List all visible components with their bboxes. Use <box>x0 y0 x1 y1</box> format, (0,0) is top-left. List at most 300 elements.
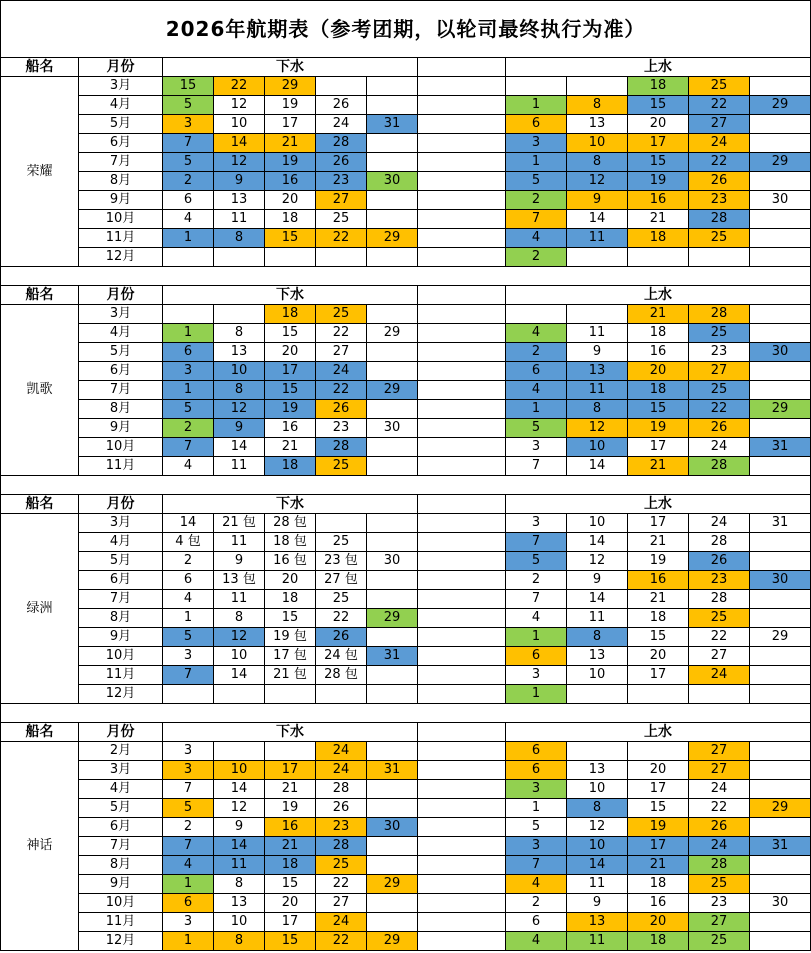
upstream-date <box>750 590 811 609</box>
divider-cell <box>418 647 506 666</box>
table-row <box>1 381 811 400</box>
downstream-date: 22 <box>316 381 367 400</box>
downstream-header: 下水 <box>163 286 418 305</box>
table-row <box>1 647 811 666</box>
upstream-date: 9 <box>567 343 628 362</box>
month-label: 4月 <box>79 324 163 343</box>
downstream-date: 10 <box>214 761 265 780</box>
month-header: 月份 <box>79 723 163 742</box>
section-header-row <box>1 58 811 77</box>
downstream-date: 27 <box>316 343 367 362</box>
downstream-header: 下水 <box>163 58 418 77</box>
upstream-date: 22 <box>689 96 750 115</box>
upstream-date: 18 <box>628 932 689 951</box>
downstream-date: 9 <box>214 419 265 438</box>
upstream-date <box>567 742 628 761</box>
month-label: 7月 <box>79 381 163 400</box>
table-row <box>1 818 811 837</box>
upstream-date: 23 <box>689 343 750 362</box>
downstream-date: 18 <box>265 305 316 324</box>
upstream-date: 15 <box>628 628 689 647</box>
upstream-date: 2 <box>506 571 567 590</box>
upstream-date: 30 <box>750 894 811 913</box>
downstream-date: 4 <box>163 590 214 609</box>
upstream-date: 7 <box>506 210 567 229</box>
downstream-date: 1 <box>163 381 214 400</box>
month-label: 12月 <box>79 932 163 951</box>
upstream-date <box>689 685 750 704</box>
upstream-date: 10 <box>567 666 628 685</box>
divider-cell <box>418 153 506 172</box>
downstream-date <box>367 343 418 362</box>
upstream-date <box>567 248 628 267</box>
upstream-date: 21 <box>628 533 689 552</box>
divider-cell <box>418 628 506 647</box>
downstream-date <box>163 248 214 267</box>
upstream-date: 22 <box>689 153 750 172</box>
downstream-date <box>367 153 418 172</box>
month-label: 10月 <box>79 647 163 666</box>
upstream-date: 26 <box>689 172 750 191</box>
downstream-date: 1 <box>163 875 214 894</box>
upstream-date: 11 <box>567 324 628 343</box>
upstream-date: 6 <box>506 115 567 134</box>
upstream-date: 17 <box>628 134 689 153</box>
upstream-date: 2 <box>506 343 567 362</box>
downstream-date <box>367 628 418 647</box>
downstream-date: 7 <box>163 134 214 153</box>
table-row <box>1 210 811 229</box>
downstream-date: 5 <box>163 96 214 115</box>
downstream-date: 16 <box>265 818 316 837</box>
upstream-date: 27 <box>689 913 750 932</box>
upstream-date <box>506 77 567 96</box>
upstream-date: 11 <box>567 875 628 894</box>
downstream-date <box>163 305 214 324</box>
downstream-date: 20 <box>265 343 316 362</box>
upstream-date <box>750 210 811 229</box>
spacer-row <box>1 704 811 723</box>
downstream-date: 17 包 <box>265 647 316 666</box>
month-label: 6月 <box>79 362 163 381</box>
upstream-date: 2 <box>506 894 567 913</box>
divider-cell <box>418 438 506 457</box>
downstream-date: 28 <box>316 134 367 153</box>
upstream-date <box>750 818 811 837</box>
upstream-date: 25 <box>689 324 750 343</box>
upstream-date: 27 <box>689 115 750 134</box>
downstream-date: 29 <box>265 77 316 96</box>
upstream-date: 22 <box>689 628 750 647</box>
page-title: 2026年航期表（参考团期，以轮司最终执行为准） <box>1 1 811 58</box>
table-row <box>1 856 811 875</box>
divider-cell <box>418 761 506 780</box>
downstream-date: 20 <box>265 191 316 210</box>
upstream-date: 10 <box>567 134 628 153</box>
downstream-date: 8 <box>214 609 265 628</box>
upstream-date: 26 <box>689 818 750 837</box>
downstream-date: 15 <box>265 381 316 400</box>
divider-cell <box>418 191 506 210</box>
month-label: 12月 <box>79 248 163 267</box>
downstream-date: 14 <box>214 780 265 799</box>
table-row <box>1 419 811 438</box>
month-label: 9月 <box>79 875 163 894</box>
month-label: 11月 <box>79 457 163 476</box>
ship-header: 船名 <box>1 58 79 77</box>
ship-header: 船名 <box>1 723 79 742</box>
downstream-date: 31 <box>367 647 418 666</box>
upstream-date: 24 <box>689 134 750 153</box>
upstream-date <box>750 305 811 324</box>
downstream-date: 27 包 <box>316 571 367 590</box>
spacer-cell <box>1 267 811 286</box>
downstream-date: 13 <box>214 343 265 362</box>
downstream-date <box>367 533 418 552</box>
upstream-date <box>750 134 811 153</box>
downstream-date: 19 <box>265 153 316 172</box>
table-row <box>1 837 811 856</box>
downstream-date: 11 <box>214 457 265 476</box>
month-label: 8月 <box>79 172 163 191</box>
upstream-date: 16 <box>628 343 689 362</box>
upstream-date: 25 <box>689 609 750 628</box>
downstream-date <box>367 685 418 704</box>
downstream-date: 12 <box>214 628 265 647</box>
upstream-date: 13 <box>567 761 628 780</box>
upstream-date: 8 <box>567 400 628 419</box>
downstream-date: 13 <box>214 191 265 210</box>
downstream-date: 2 <box>163 172 214 191</box>
downstream-date <box>367 134 418 153</box>
month-label: 9月 <box>79 628 163 647</box>
upstream-date <box>750 761 811 780</box>
upstream-date: 24 <box>689 780 750 799</box>
upstream-date: 26 <box>689 419 750 438</box>
downstream-date: 19 <box>265 400 316 419</box>
upstream-date: 1 <box>506 628 567 647</box>
downstream-date: 7 <box>163 837 214 856</box>
downstream-date: 27 <box>316 894 367 913</box>
downstream-date: 29 <box>367 381 418 400</box>
downstream-date: 29 <box>367 609 418 628</box>
divider-cell <box>418 172 506 191</box>
month-header: 月份 <box>79 286 163 305</box>
divider-header <box>418 723 506 742</box>
upstream-date: 31 <box>750 837 811 856</box>
downstream-date: 4 <box>163 457 214 476</box>
downstream-date <box>316 514 367 533</box>
downstream-date: 7 <box>163 438 214 457</box>
month-label: 3月 <box>79 305 163 324</box>
table-row <box>1 761 811 780</box>
downstream-date: 23 <box>316 419 367 438</box>
upstream-date: 24 <box>689 514 750 533</box>
upstream-date: 18 <box>628 875 689 894</box>
upstream-date: 1 <box>506 153 567 172</box>
downstream-date: 14 <box>214 837 265 856</box>
upstream-date <box>750 609 811 628</box>
divider-header <box>418 286 506 305</box>
upstream-date: 13 <box>567 913 628 932</box>
downstream-date: 3 <box>163 115 214 134</box>
month-label: 5月 <box>79 552 163 571</box>
divider-cell <box>418 419 506 438</box>
downstream-date: 5 <box>163 628 214 647</box>
upstream-date: 8 <box>567 153 628 172</box>
upstream-date: 4 <box>506 875 567 894</box>
downstream-date: 2 <box>163 419 214 438</box>
upstream-date: 23 <box>689 191 750 210</box>
month-label: 9月 <box>79 419 163 438</box>
upstream-date: 25 <box>689 77 750 96</box>
upstream-date: 19 <box>628 818 689 837</box>
upstream-date: 19 <box>628 552 689 571</box>
downstream-date: 7 <box>163 666 214 685</box>
upstream-date: 1 <box>506 799 567 818</box>
table-row <box>1 533 811 552</box>
downstream-date: 17 <box>265 761 316 780</box>
upstream-date: 17 <box>628 780 689 799</box>
downstream-date: 18 <box>265 590 316 609</box>
upstream-date: 1 <box>506 685 567 704</box>
downstream-date: 15 <box>265 324 316 343</box>
month-label: 4月 <box>79 533 163 552</box>
downstream-date: 25 <box>316 856 367 875</box>
downstream-date <box>214 248 265 267</box>
upstream-date: 22 <box>689 400 750 419</box>
upstream-date: 3 <box>506 666 567 685</box>
table-row <box>1 799 811 818</box>
month-label: 3月 <box>79 761 163 780</box>
upstream-date: 22 <box>689 799 750 818</box>
divider-cell <box>418 666 506 685</box>
downstream-date: 4 <box>163 856 214 875</box>
upstream-date: 21 <box>628 590 689 609</box>
divider-cell <box>418 571 506 590</box>
downstream-date <box>367 913 418 932</box>
downstream-date: 24 <box>316 742 367 761</box>
spacer-row <box>1 267 811 286</box>
table-row <box>1 77 811 96</box>
downstream-date: 29 <box>367 875 418 894</box>
section-header-row <box>1 495 811 514</box>
upstream-date: 28 <box>689 210 750 229</box>
upstream-date <box>567 77 628 96</box>
downstream-date: 5 <box>163 153 214 172</box>
downstream-date: 16 包 <box>265 552 316 571</box>
downstream-date <box>367 590 418 609</box>
month-label: 8月 <box>79 609 163 628</box>
month-label: 5月 <box>79 343 163 362</box>
table-row <box>1 666 811 685</box>
table-row <box>1 134 811 153</box>
downstream-date <box>367 799 418 818</box>
upstream-date: 4 <box>506 609 567 628</box>
upstream-date <box>506 305 567 324</box>
downstream-date: 16 <box>265 172 316 191</box>
downstream-date: 28 <box>316 780 367 799</box>
divider-cell <box>418 742 506 761</box>
upstream-date: 14 <box>567 533 628 552</box>
downstream-date: 10 <box>214 647 265 666</box>
downstream-date: 30 <box>367 818 418 837</box>
upstream-date <box>750 362 811 381</box>
table-row <box>1 153 811 172</box>
downstream-date: 25 <box>316 457 367 476</box>
month-label: 3月 <box>79 77 163 96</box>
table-row <box>1 343 811 362</box>
downstream-date <box>265 248 316 267</box>
month-label: 10月 <box>79 894 163 913</box>
upstream-date: 11 <box>567 609 628 628</box>
ship-name: 绿洲 <box>1 514 79 704</box>
upstream-date: 9 <box>567 191 628 210</box>
downstream-date <box>367 666 418 685</box>
upstream-date <box>750 457 811 476</box>
upstream-date: 3 <box>506 837 567 856</box>
downstream-date: 20 <box>265 894 316 913</box>
month-label: 5月 <box>79 115 163 134</box>
downstream-date: 25 <box>316 305 367 324</box>
downstream-date <box>214 742 265 761</box>
downstream-date: 22 <box>316 875 367 894</box>
divider-cell <box>418 552 506 571</box>
upstream-date: 15 <box>628 96 689 115</box>
downstream-date: 5 <box>163 799 214 818</box>
divider-cell <box>418 894 506 913</box>
upstream-date: 27 <box>689 362 750 381</box>
downstream-date: 21 <box>265 134 316 153</box>
downstream-date: 3 <box>163 742 214 761</box>
upstream-date <box>750 172 811 191</box>
month-label: 4月 <box>79 96 163 115</box>
upstream-date: 11 <box>567 932 628 951</box>
upstream-date: 25 <box>689 932 750 951</box>
downstream-date: 24 包 <box>316 647 367 666</box>
spacer-cell <box>1 704 811 723</box>
upstream-date: 12 <box>567 552 628 571</box>
upstream-date: 30 <box>750 191 811 210</box>
month-label: 11月 <box>79 229 163 248</box>
downstream-date: 3 <box>163 913 214 932</box>
downstream-date: 18 <box>265 856 316 875</box>
upstream-date <box>750 115 811 134</box>
downstream-date: 29 <box>367 932 418 951</box>
table-row <box>1 875 811 894</box>
downstream-date: 1 <box>163 324 214 343</box>
upstream-date: 25 <box>689 229 750 248</box>
upstream-date: 16 <box>628 191 689 210</box>
month-label: 6月 <box>79 571 163 590</box>
upstream-date: 16 <box>628 571 689 590</box>
downstream-date <box>316 248 367 267</box>
downstream-date: 21 包 <box>214 514 265 533</box>
upstream-date: 21 <box>628 305 689 324</box>
downstream-date: 26 <box>316 799 367 818</box>
upstream-date <box>750 324 811 343</box>
downstream-date: 23 包 <box>316 552 367 571</box>
upstream-date: 3 <box>506 514 567 533</box>
downstream-date: 8 <box>214 324 265 343</box>
spacer-row <box>1 476 811 495</box>
downstream-date: 4 <box>163 210 214 229</box>
downstream-date: 14 <box>214 666 265 685</box>
upstream-date <box>750 780 811 799</box>
upstream-header: 上水 <box>506 58 811 77</box>
downstream-date <box>214 305 265 324</box>
upstream-date <box>750 647 811 666</box>
upstream-date: 14 <box>567 856 628 875</box>
divider-cell <box>418 77 506 96</box>
month-label: 10月 <box>79 438 163 457</box>
upstream-date: 24 <box>689 837 750 856</box>
upstream-date <box>628 248 689 267</box>
ship-name: 荣耀 <box>1 77 79 267</box>
upstream-date: 4 <box>506 381 567 400</box>
upstream-date: 12 <box>567 818 628 837</box>
upstream-date <box>750 875 811 894</box>
downstream-date: 1 <box>163 229 214 248</box>
table-row <box>1 742 811 761</box>
upstream-date: 24 <box>689 438 750 457</box>
downstream-date: 26 <box>316 153 367 172</box>
upstream-date: 31 <box>750 438 811 457</box>
upstream-date: 21 <box>628 210 689 229</box>
downstream-date <box>367 780 418 799</box>
upstream-date <box>750 552 811 571</box>
downstream-date: 30 <box>367 419 418 438</box>
downstream-date: 26 <box>316 400 367 419</box>
downstream-date <box>367 571 418 590</box>
section-header-row <box>1 286 811 305</box>
divider-cell <box>418 818 506 837</box>
divider-cell <box>418 457 506 476</box>
divider-cell <box>418 362 506 381</box>
upstream-date: 20 <box>628 761 689 780</box>
upstream-date: 13 <box>567 647 628 666</box>
upstream-date: 14 <box>567 457 628 476</box>
downstream-date: 10 <box>214 913 265 932</box>
upstream-date <box>750 419 811 438</box>
month-label: 6月 <box>79 818 163 837</box>
downstream-date: 26 <box>316 96 367 115</box>
downstream-date: 24 <box>316 761 367 780</box>
downstream-date: 22 <box>316 609 367 628</box>
upstream-date: 6 <box>506 761 567 780</box>
downstream-date <box>367 856 418 875</box>
upstream-date: 14 <box>567 210 628 229</box>
upstream-date: 7 <box>506 856 567 875</box>
upstream-date: 28 <box>689 533 750 552</box>
downstream-date: 6 <box>163 343 214 362</box>
table-row <box>1 324 811 343</box>
downstream-date <box>367 191 418 210</box>
downstream-date: 18 <box>265 457 316 476</box>
upstream-date <box>628 685 689 704</box>
upstream-date <box>628 742 689 761</box>
upstream-date: 15 <box>628 153 689 172</box>
divider-cell <box>418 837 506 856</box>
upstream-date: 16 <box>628 894 689 913</box>
divider-cell <box>418 381 506 400</box>
upstream-date <box>750 533 811 552</box>
upstream-date: 1 <box>506 400 567 419</box>
downstream-date: 15 <box>265 609 316 628</box>
divider-cell <box>418 343 506 362</box>
downstream-date: 17 <box>265 362 316 381</box>
upstream-date: 18 <box>628 324 689 343</box>
